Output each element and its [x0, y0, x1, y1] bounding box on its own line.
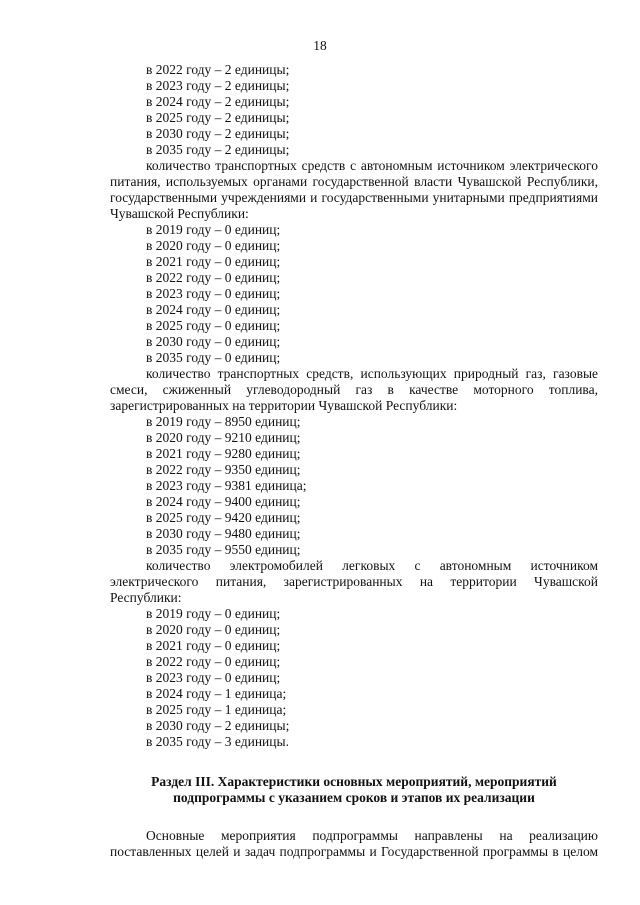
page-number: 18 [313, 38, 327, 53]
section-title-line-1: Раздел III. Характеристики основных мероприятий, мероприятий [151, 774, 557, 789]
list-block-4 [110, 606, 598, 750]
list-item: в 2025 году – 9420 единиц; [146, 510, 301, 525]
list-item: в 2019 году – 0 единиц; [146, 222, 281, 237]
list-block-2 [110, 222, 598, 366]
list-item: в 2021 году – 0 единиц; [146, 638, 281, 653]
list-item: в 2022 году – 2 единицы; [146, 62, 290, 77]
list-item: в 2035 году – 3 единицы. [146, 734, 289, 749]
list-item: в 2030 году – 0 единиц; [146, 334, 281, 349]
list-item: в 2022 году – 0 единиц; [146, 270, 281, 285]
list-item: в 2021 году – 0 единиц; [146, 254, 281, 269]
list-item: в 2021 году – 9280 единиц; [146, 446, 301, 461]
section-title-line-2: подпрограммы с указанием сроков и этапов их реализации [173, 790, 535, 805]
list-item: в 2020 году – 0 единиц; [146, 238, 281, 253]
list-item: в 2025 году – 1 единица; [146, 702, 287, 717]
document-body [110, 62, 598, 860]
list-block-3 [110, 414, 598, 558]
list-item: в 2023 году – 9381 единица; [146, 478, 307, 493]
list-item: в 2030 году – 2 единицы; [146, 718, 290, 733]
list-item: в 2035 году – 2 единицы; [146, 142, 290, 157]
list-item: в 2022 году – 0 единиц; [146, 654, 281, 669]
list-item: в 2030 году – 2 единицы; [146, 126, 290, 141]
paragraph-gas-transport: количество транспортных средств, использующих природный газ, газовые смеси, сжиженный углеводородный газ в качестве моторного топлива, зарегистрированных на территории Чувашской Республики: [110, 366, 598, 413]
list-item: в 2025 году – 2 единицы; [146, 110, 290, 125]
spacer [110, 750, 598, 774]
list-item: в 2020 году – 9210 единиц; [146, 430, 301, 445]
list-item: в 2020 году – 0 единиц; [146, 622, 281, 637]
paragraph-autonomous-transport-gov: количество транспортных средств с автономным источником электрического питания, используемых органами государственной власти Чувашской Республики, государственными учреждениями и государственными унитарными предприятиями Чувашской Республики: [110, 158, 598, 221]
list-item: в 2035 году – 0 единиц; [146, 350, 281, 365]
list-item: в 2024 году – 0 единиц; [146, 302, 281, 317]
list-item: в 2030 году – 9480 единиц; [146, 526, 301, 541]
list-item: в 2024 году – 2 единицы; [146, 94, 290, 109]
list-item: в 2024 году – 9400 единиц; [146, 494, 301, 509]
list-item: в 2024 году – 1 единица; [146, 686, 287, 701]
spacer [110, 806, 598, 828]
list-item: в 2023 году – 0 единиц; [146, 286, 281, 301]
list-item: в 2022 году – 9350 единиц; [146, 462, 301, 477]
list-item: в 2019 году – 0 единиц; [146, 606, 281, 621]
paragraph-electric-cars: количество электромобилей легковых с автономным источником электрического питания, зарегистрированных на территории Чувашской Республики: [110, 558, 598, 605]
section-body-paragraph: Основные мероприятия подпрограммы направлены на реализацию поставленных целей и задач подпрограммы и Государственной программы в целом [110, 828, 598, 859]
list-item: в 2025 году – 0 единиц; [146, 318, 281, 333]
list-item: в 2019 году – 8950 единиц; [146, 414, 301, 429]
list-item: в 2035 году – 9550 единиц; [146, 542, 301, 557]
list-item: в 2023 году – 2 единицы; [146, 78, 290, 93]
list-block-1 [110, 62, 598, 158]
list-item: в 2023 году – 0 единиц; [146, 670, 281, 685]
